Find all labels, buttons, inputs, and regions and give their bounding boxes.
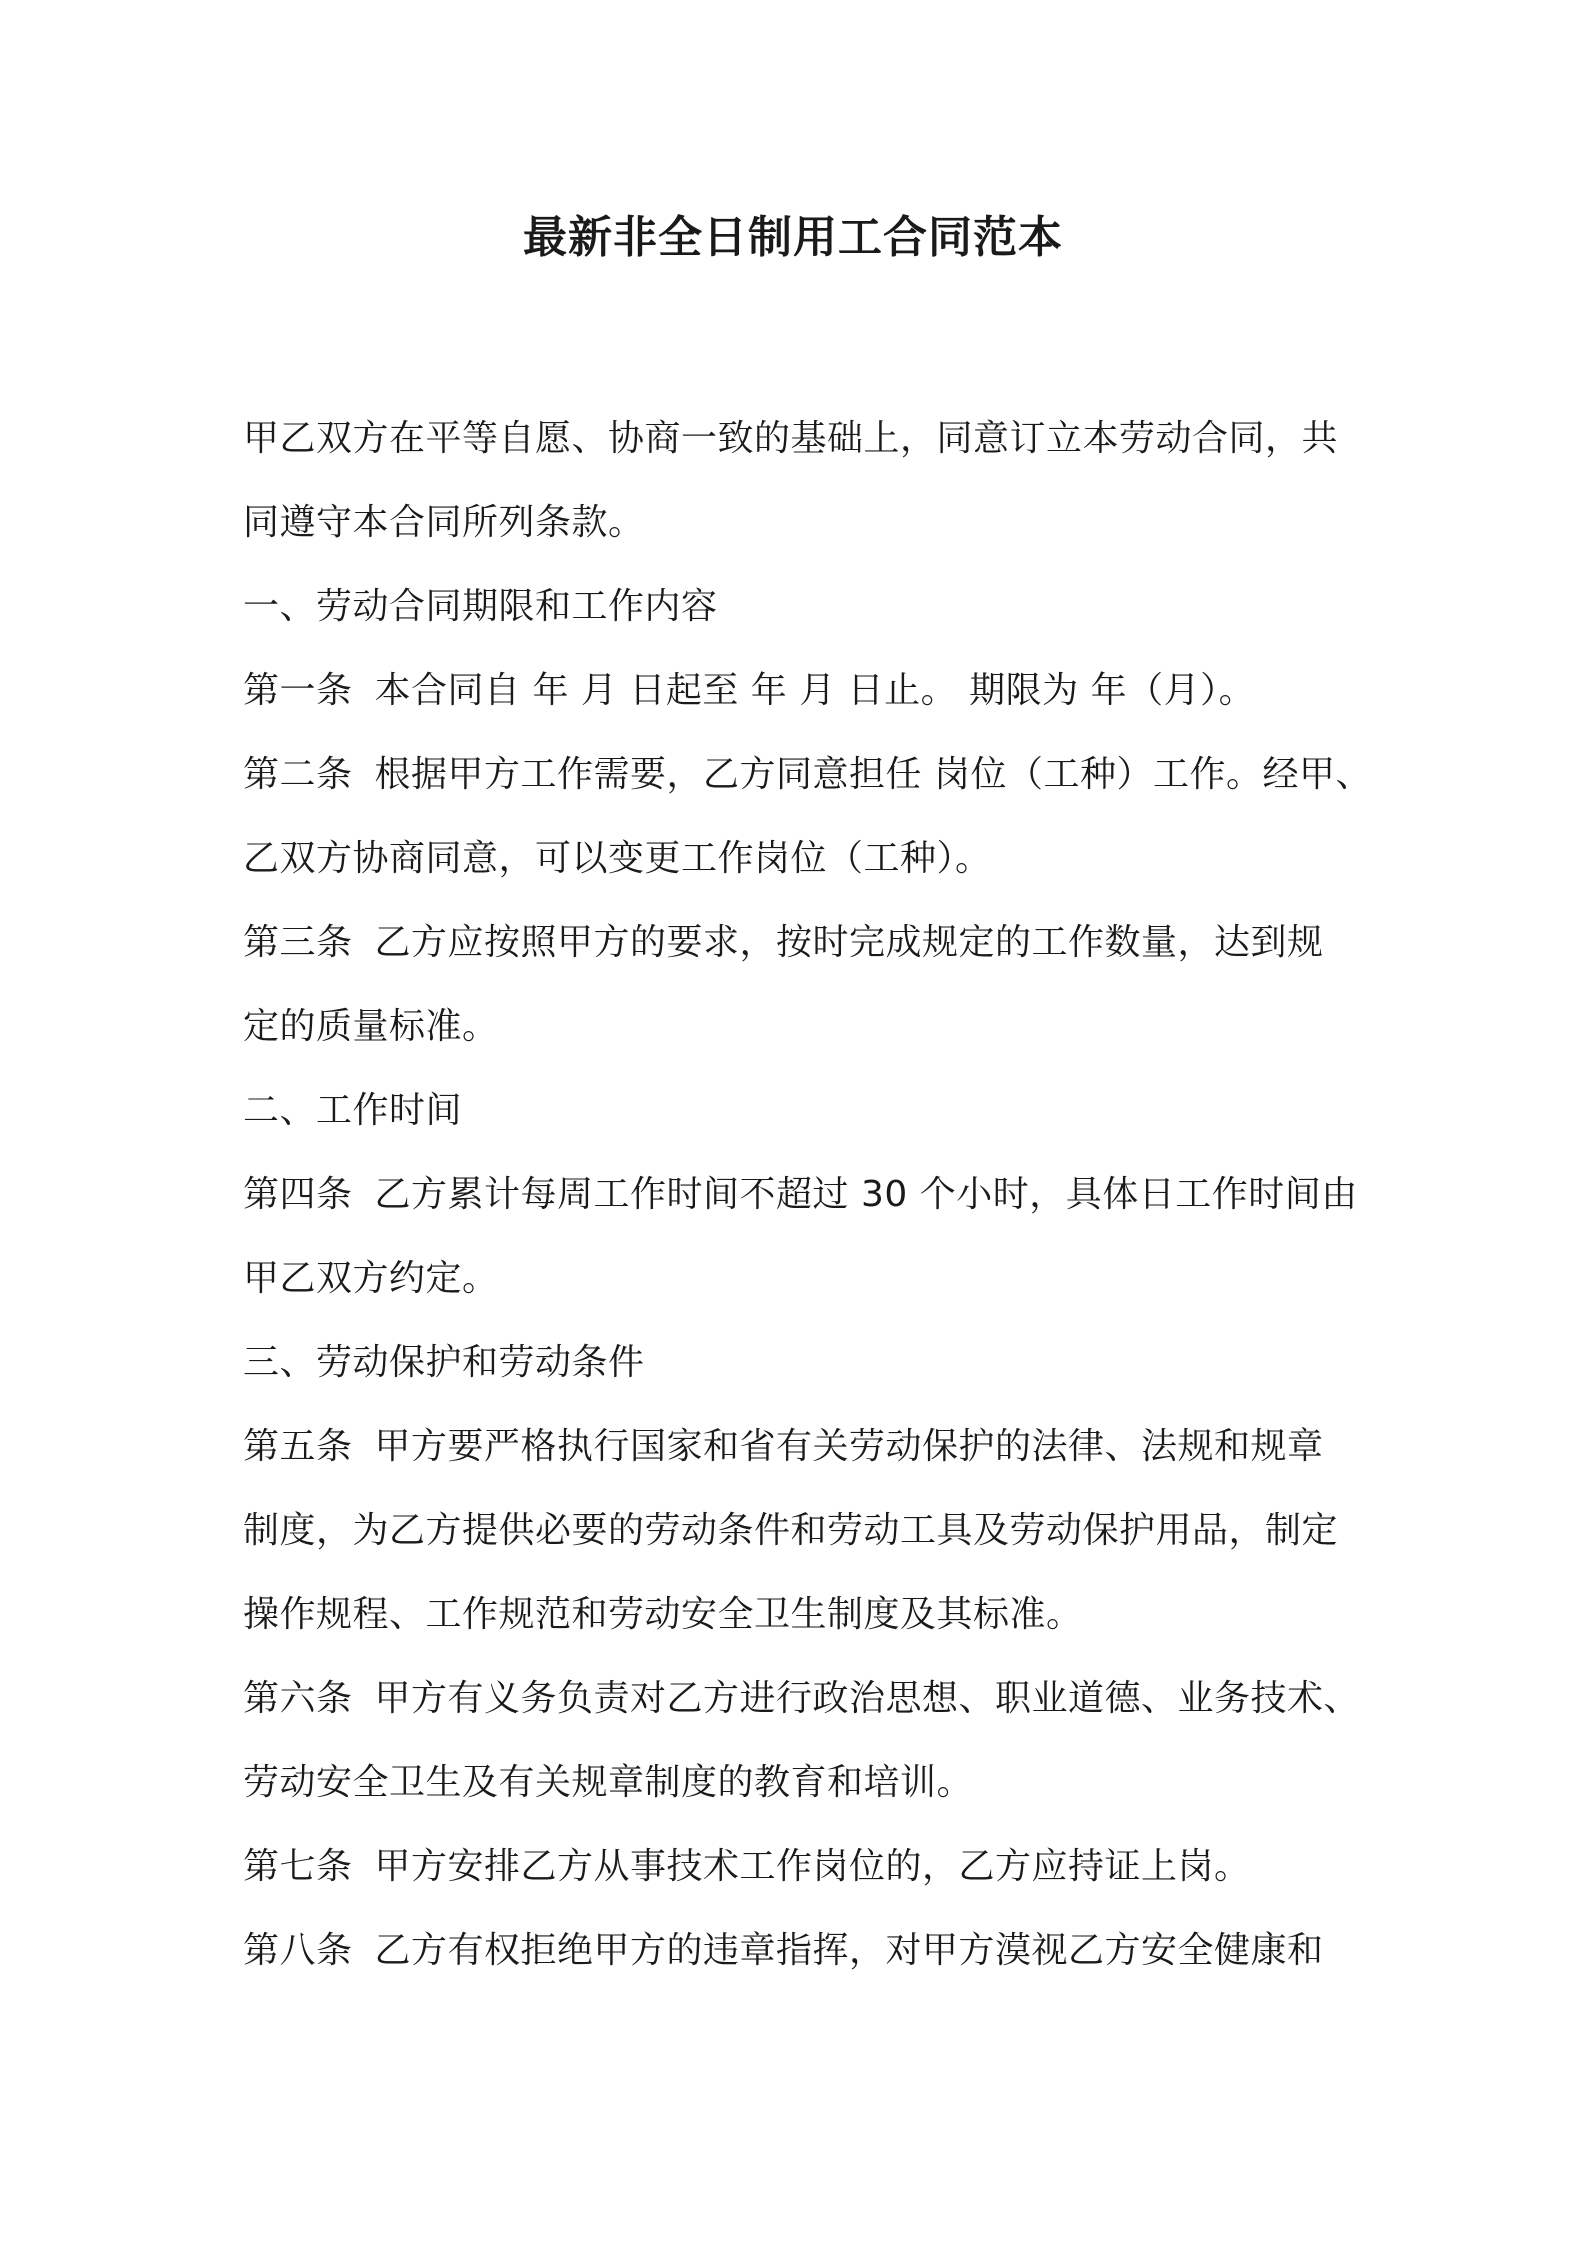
line-text: 本合同自 年 月 日起至 年 月 日止。 期限为 年（月）。 — [374, 670, 1256, 711]
article-label: 第二条 — [243, 754, 353, 795]
line-text: 乙方有权拒绝甲方的违章指挥，对甲方漠视乙方安全健康和 — [374, 1930, 1324, 1971]
article-line — [243, 1844, 1251, 1890]
line-text: 制度，为乙方提供必要的劳动条件和劳动工具及劳动保护用品，制定 — [243, 1510, 1339, 1551]
line-text: 乙双方协商同意，可以变更工作岗位（工种）。 — [243, 838, 992, 879]
article-label: 第七条 — [243, 1846, 353, 1887]
line-text: 甲乙双方在平等自愿、协商一致的基础上，同意订立本劳动合同，共 — [243, 418, 1339, 459]
article-label: 第六条 — [243, 1678, 353, 1719]
article-label: 第一条 — [243, 670, 353, 711]
line-text: 定的质量标准。 — [243, 1006, 499, 1047]
article-line — [243, 1172, 1358, 1218]
line-text: 甲乙双方约定。 — [243, 1258, 499, 1299]
article-line — [243, 752, 1372, 798]
line-text: 甲方安排乙方从事技术工作岗位的，乙方应持证上岗。 — [374, 1846, 1251, 1887]
section-heading — [243, 1088, 462, 1134]
article-line — [243, 1928, 1324, 1974]
text-line — [243, 1004, 499, 1050]
text-line — [243, 1256, 499, 1302]
line-text: 乙方累计每周工作时间不超过 30 个小时，具体日工作时间由 — [374, 1174, 1358, 1215]
text-line — [243, 1592, 1083, 1638]
article-label: 第五条 — [243, 1426, 353, 1467]
article-line — [243, 1676, 1360, 1722]
article-label: 第四条 — [243, 1174, 353, 1215]
text-line — [243, 1760, 973, 1806]
section-heading — [243, 1340, 645, 1386]
line-text: 三、劳动保护和劳动条件 — [243, 1342, 645, 1383]
line-text: 乙方应按照甲方的要求，按时完成规定的工作数量，达到规 — [374, 922, 1324, 963]
line-text: 劳动安全卫生及有关规章制度的教育和培训。 — [243, 1762, 974, 1803]
text-line — [243, 836, 992, 882]
line-text: 操作规程、工作规范和劳动安全卫生制度及其标准。 — [243, 1594, 1083, 1635]
text-line — [243, 416, 1338, 462]
line-text: 一、劳动合同期限和工作内容 — [243, 586, 718, 627]
line-text: 根据甲方工作需要，乙方同意担任 岗位（工种）工作。经甲、 — [374, 754, 1372, 795]
article-line — [243, 668, 1255, 714]
section-heading — [243, 584, 718, 630]
line-text: 二、工作时间 — [243, 1090, 463, 1131]
document-title: 最新非全日制用工合同范本 — [523, 212, 1063, 263]
article-line — [243, 1424, 1324, 1470]
article-line — [243, 920, 1324, 966]
line-text: 甲方要严格执行国家和省有关劳动保护的法律、法规和规章 — [374, 1426, 1324, 1467]
text-line — [243, 500, 645, 546]
article-label: 第八条 — [243, 1930, 353, 1971]
article-label: 第三条 — [243, 922, 353, 963]
line-text: 甲方有义务负责对乙方进行政治思想、职业道德、业务技术、 — [374, 1678, 1361, 1719]
line-text: 同遵守本合同所列条款。 — [243, 502, 645, 543]
text-line — [243, 1508, 1338, 1554]
